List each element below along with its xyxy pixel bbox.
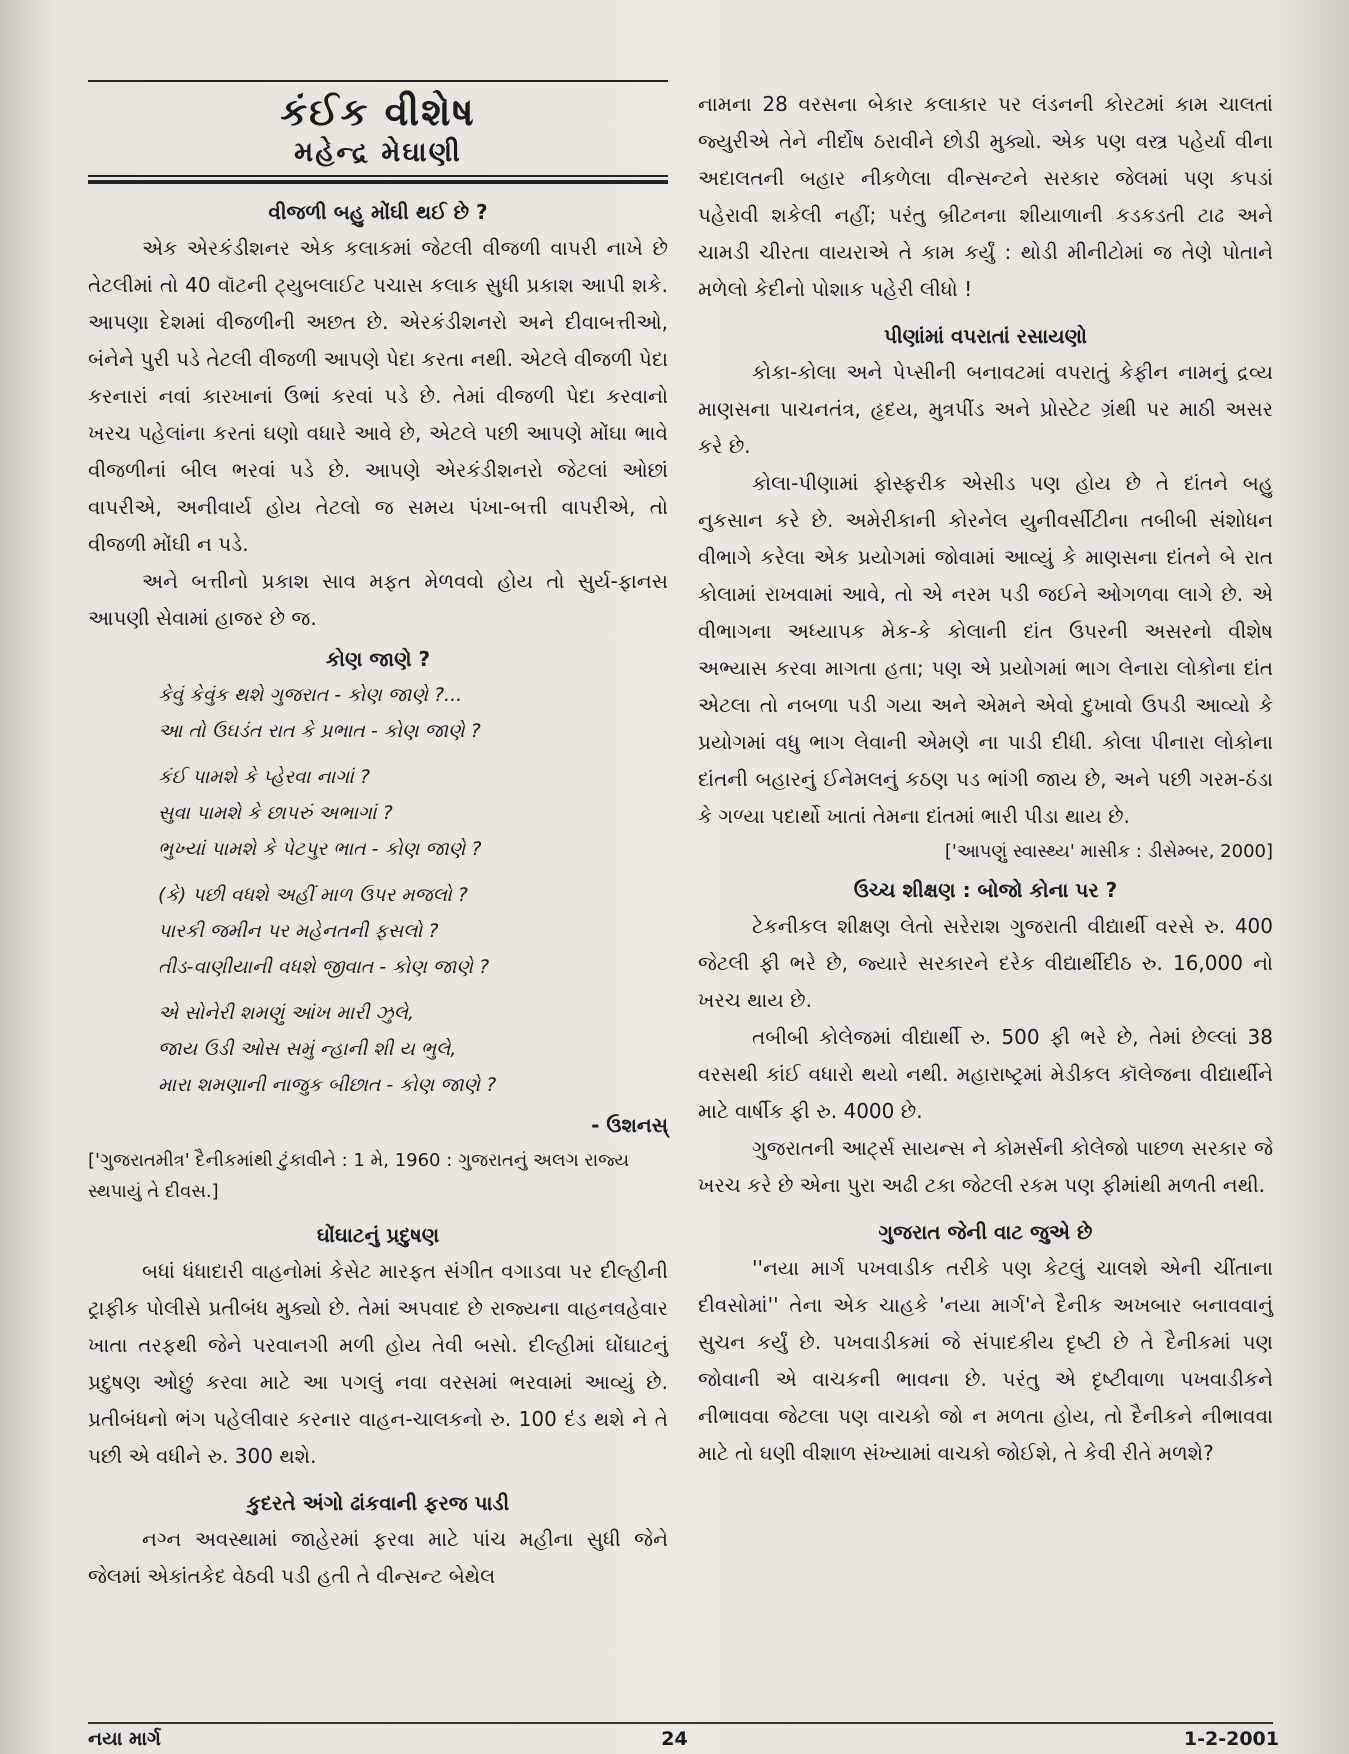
heading-poem: કોણ જાણે ? bbox=[325, 647, 431, 671]
poem-line: કંઈ પામશે કે પ્હેરવા નાગાં ? bbox=[158, 766, 370, 788]
paragraph-education-3: ગુજરાતની આર્ટ્સ સાયન્સ ને કોમર્સની કોલેજો પાછળ સરકાર જે ખરચ કરે છે એના પુરા અઢી ટકા જેટલી રકમ પણ ફીમાંથી મળતી નથી. bbox=[698, 1136, 1273, 1197]
footer-date: 1-2-2001 bbox=[1183, 1728, 1279, 1750]
poem bbox=[158, 677, 668, 1103]
paragraph-education-2: તબીબી કોલેજમાં વીદ્યાર્થી રુ. 500 ફી ભરે છે, તેમાં છેલ્લાં 38 વરસથી કાંઈ વધારો થયો નથી. મહારાષ્ટ્રમાં મેડીકલ કૉલેજના વીદ્યાર્થીને માટે વાર્ષીક ફી રુ. 4000 છે. bbox=[698, 1025, 1273, 1123]
masthead-bottom-rule bbox=[88, 180, 668, 184]
poem-source-note: ['ગુજરાતમીત્ર' દૈનીકમાંથી ટુંકાવીને : 1 મે, 1960 : ગુજરાતનું અલગ રાજ્ય સ્થપાયું તે દીવસ.] bbox=[88, 1150, 630, 1202]
paragraph-drinks-2: કોલા-પીણામાં ફોસ્ફરીક એસીડ પણ હોય છે તે દાંતને બહુ નુકસાન કરે છે. અમેરીકાની કોરનેલ યુનીવર્સીટીના તબીબી સંશોધન વીભાગે કરેલા એક પ્રયોગમાં જોવામાં આવ્યું કે માણસના દાંતને બે રાત કોલામાં રાખવામાં આવે, તો એ નરમ પડી જઈને ઓગળવા લાગે છે. એ વીભાગના અધ્યાપક મેક-કે કોલાની દાંત ઉપરની અસરનો વીશેષ અભ્યાસ કરવા માગતા હતા; પણ એ પ્રયોગમાં ભાગ લેનારા લોકોના દાંત એટલા તો નબળા પડી ગયા અને એમને એવો દુખાવો ઉપડી આવ્યો કે પ્રયોગમાં વધુ ભાગ લેવાની એમણે ના પાડી દીધી. કોલા પીનારા લોકોના દાંતની બહારનું ઈનેમલનું કઠણ પડ ભાંગી જાય છે, અને પછી ગરમ-ઠંડા કે ગળ્યા પદાર્થો ખાતાં તેમના દાંતમાં ભારી પીડા થાય છે. bbox=[698, 471, 1273, 828]
heading-education: ઉચ્ચ શીક્ષણ : બોજો કોના પર ? bbox=[853, 878, 1118, 902]
footer-rule bbox=[88, 1722, 1273, 1724]
poem-stanza bbox=[158, 995, 668, 1103]
paragraph-electricity-1: એક એરકંડીશનર એક કલાકમાં જેટલી વીજળી વાપરી નાખે છે તેટલીમાં તો 40 વૉટની ટ્યુબલાઈટ પચાસ કલાક સુધી પ્રકાશ આપી શકે. આપણા દેશમાં વીજળીની અછત છે. એરકંડીશનરો અને દીવાબત્તીઓ, બંનેને પુરી પડે તેટલી વીજળી આપણે પેદા કરતા નથી. એટલે વીજળી પેદા કરનારાં નવાં કારખાનાં ઉભાં કરવાં પડે છે. તેમાં વીજળી પેદા કરવાનો ખરચ પહેલાંના કરતાં ઘણો વધારે આવે છે, એટલે પછી આપણે મોંઘા ભાવે વીજળીનાં બીલ ભરવાં પડે છે. આપણે એરકંડીશનરો જેટલાં ઓછાં વાપરીએ, અનીવાર્ય હોય તેટલો જ સમય પંખા-બત્તી વાપરીએ, તો વીજળી મોંઘી ન પડે. bbox=[88, 236, 668, 556]
heading-noise: ઘોંઘાટનું પ્રદુષણ bbox=[316, 1223, 440, 1247]
poem-line: તીડ-વાણીયાની વધશે જીવાત - કોણ જાણે ? bbox=[158, 956, 490, 978]
paragraph-gujarat: ''નયા માર્ગ પખવાડીક તરીકે પણ કેટલું ચાલશે એની ચીંતાના દીવસોમાં'' તેના એક ચાહકે 'નયા માર્ગ'ને દૈનીક અખબાર બનાવવાનું સુચન કર્યું છે. પખવાડીકમાં જે સંપાદકીય દૃષ્ટી છે તે દૈનીકમાં પણ જોવાની એ વાચકની ભાવના છે. પરંતુ એ દૃષ્ટીવાળા પખવાડીકને નીભાવવા જેટલા પણ વાચકો જો ન મળતા હોય, તો દૈનીકને નીભાવવા માટે તો ઘણી વીશાળ સંખ્યામાં વાચકો જોઈશે, તે કેવી રીતે મળશે? bbox=[698, 1256, 1273, 1465]
poem-line: એ સોનેરી શમણું આંખ મારી ઝુલે, bbox=[158, 1002, 415, 1024]
masthead-top-rule bbox=[88, 80, 668, 82]
masthead-rule bbox=[88, 175, 668, 177]
paragraph-education-1: ટેકનીકલ શીક્ષણ લેતો સરેરાશ ગુજરાતી વીદ્યાર્થી વરસે રુ. 400 જેટલી ફી ભરે છે, જ્યારે સરકારને દરેક વીદ્યાર્થીદીઠ રુ. 16,000 નો ખરચ થાય છે. bbox=[698, 914, 1273, 1012]
drinks-source-note: ['આપણું સ્વાસ્થ્ય' માસીક : ડીસેમ્બર, 2000] bbox=[944, 841, 1273, 862]
poem-line: જાય ઉડી ઓસ સમું ન્હાની શી ય ભુલે, bbox=[158, 1038, 457, 1060]
poem-line: કેવું કેવુંક થશે ગુજરાત - કોણ જાણે ?... bbox=[158, 684, 463, 706]
column-author: મહેન્દ્ર મેઘાણી bbox=[294, 137, 462, 168]
heading-drinks: પીણાંમાં વપરાતાં રસાયણો bbox=[883, 324, 1088, 348]
paragraph-noise: બધાં ધંધાદારી વાહનોમાં કેસેટ મારફત સંગીત વગાડવા પર દીલ્હીની ટ્રાફીક પોલીસે પ્રતીબંધ મુક્યો છે. તેમાં અપવાદ છે રાજ્યના વાહનવહેવાર ખાતા તરફથી જેને પરવાનગી મળી હોય તેવી બસો. દીલ્હીમાં ઘોંઘાટનું પ્રદુષણ ઓછું કરવા માટે આ પગલું નવા વરસમાં ભરવામાં આવ્યું છે. પ્રતીબંધનો ભંગ પહેલીવાર કરનાર વાહન-ચાલકનો રુ. 100 દંડ થશે ને તે પછી એ વધીને રુ. 300 થશે. bbox=[88, 1259, 668, 1468]
right-column bbox=[698, 86, 1273, 1472]
column-title: કંઈક વીશેષ bbox=[280, 90, 476, 134]
poem-stanza bbox=[158, 877, 668, 985]
poem-line: પારકી જમીન પર મહેનતની ફસલો ? bbox=[158, 920, 439, 942]
poem-line: મારા શમણાની નાજુક બીછાત - કોણ જાણે ? bbox=[158, 1074, 497, 1096]
paragraph-electricity-2: અને બત્તીનો પ્રકાશ સાવ મફત મેળવવો હોય તો સુર્ય-ફાનસ આપણી સેવામાં હાજર છે જ. bbox=[88, 569, 668, 630]
paragraph-drinks-1: કોકા-કોલા અને પેપ્સીની બનાવટમાં વપરાતું કેફીન નામનું દ્રવ્ય માણસના પાચનતંત્ર, હૃદય, મુત્રપીંડ અને પ્રોસ્ટેટ ગ્રંથી પર માઠી અસર કરે છે. bbox=[698, 360, 1273, 458]
paragraph-nature-continued: નામના 28 વરસના બેકાર કલાકાર પર લંડનની કોરટમાં કામ ચાલતાં જ્યુરીએ તેને નીર્દોષ ઠરાવીને છોડી મુક્યો. એક પણ વસ્ત્ર પહેર્યા વીના અદાલતની બહાર નીકળેલા વીન્સન્ટને સરકાર જેલમાં પણ કપડાં પહેરાવી શકેલી નહીં; પરંતુ બ્રીટનના શીયાળાની કડકડતી ટાઢ અને ચામડી ચીરતા વાયરાએ તે કામ કર્યું : થોડી મીનીટોમાં જ તેણે પોતાને મળેલો કેદીનો પોશાક પહેરી લીધો ! bbox=[698, 92, 1273, 301]
heading-electricity: વીજળી બહુ મોંઘી થઈ છે ? bbox=[268, 200, 488, 224]
poem-author: - ઉશનસ્ bbox=[591, 1113, 668, 1137]
poem-stanza bbox=[158, 677, 668, 749]
heading-gujarat: ગુજરાત જેની વાટ જુએ છે bbox=[878, 1220, 1093, 1244]
footer-magazine-name: નયા માર્ગ bbox=[88, 1728, 161, 1750]
poem-line: ભુખ્યાં પામશે કે પેટપુર ભાત - કોણ જાણે ? bbox=[158, 838, 482, 860]
heading-nature: કુદરતે અંગો ઢાંકવાની ફરજ પાડી bbox=[246, 1491, 510, 1515]
poem-line: સુવા પામશે કે છાપરું અભાગાં ? bbox=[158, 802, 393, 824]
poem-stanza bbox=[158, 759, 668, 867]
poem-line: (કે) પછી વધશે અહીં માળ ઉપર મજલો ? bbox=[158, 884, 468, 906]
left-column bbox=[88, 80, 668, 1595]
poem-line: આ તો ઉઘડંત રાત કે પ્રભાત - કોણ જાણે ? bbox=[158, 720, 481, 742]
paragraph-nature-start: નગ્ન અવસ્થામાં જાહેરમાં ફરવા માટે પાંચ મહીના સુધી જેને જેલમાં એકાંતકેદ વેઠવી પડી હતી તે વીન્સન્ટ બેથેલ bbox=[88, 1527, 668, 1588]
footer-page-number: 24 bbox=[661, 1728, 688, 1750]
